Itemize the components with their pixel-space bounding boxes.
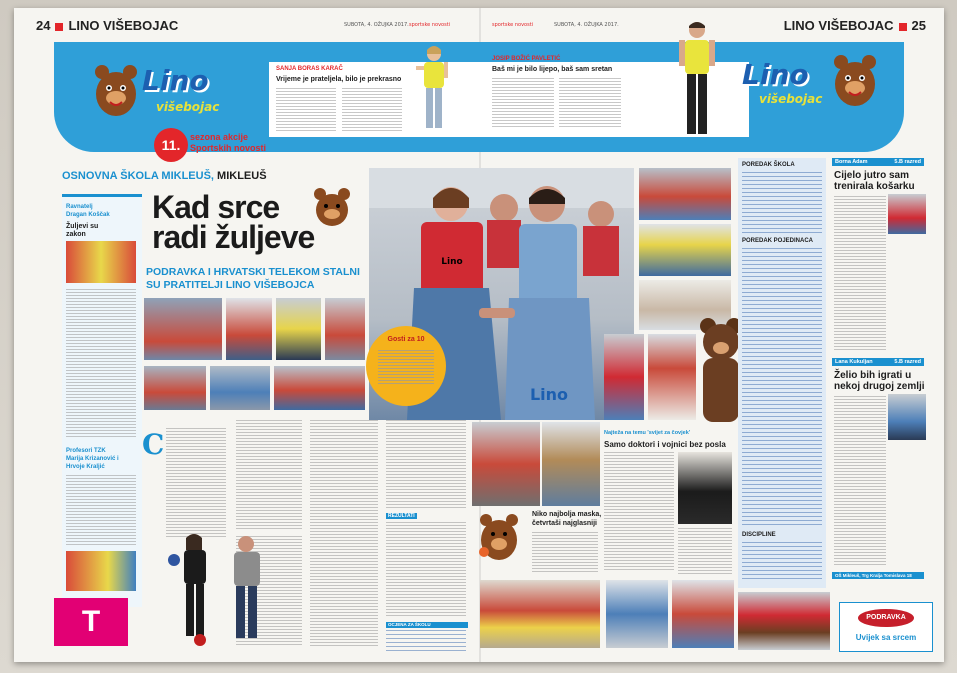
masthead-brand-right: sportske novosti [492,22,534,28]
column2-author: JOSIP BOŽIĆ PAVLETIĆ [492,56,561,62]
rankings-individuals-title: POREDAK POJEDINACA [742,238,814,244]
photo-class-group [480,580,600,648]
sidebar-photo-teachers [66,551,136,591]
podravka-logo: PODRAVKA [858,609,914,627]
interview2-tag: Lana Kukuljan 5.B razred [832,358,924,366]
photo-coach [276,298,321,360]
boy-figure-photo [676,18,718,150]
rankings-column [738,158,826,588]
disciplines-table [742,542,822,582]
photo-kids-blue [606,580,668,648]
article-body-col1 [166,428,226,538]
article-body-col4 [386,420,466,508]
lino-mascot-icon [310,184,354,228]
grade-table [386,630,466,652]
rankings-individuals-table [742,248,822,528]
interview2-headline: Želio bih igrati u nekoj drugoj zemlji [834,370,925,392]
lino-bear-icon [90,58,142,118]
teachers-photo [164,530,284,648]
visebojac-logo-left: višebojac [156,100,220,114]
season-badge: 11. [154,128,188,162]
photo-kids-red [672,580,734,648]
interview2-photo [888,394,926,440]
lino-logo-right: Lino [742,58,809,91]
telekom-logo: T [54,598,128,646]
interview1-photo [888,194,926,234]
drop-cap: C [142,428,165,461]
sidebar-text [66,475,136,545]
samo-headline: Samo doktori i vojnici bez posla [604,440,726,449]
interview1-headline: Cijelo jutro sam trenirala košarku [834,170,915,192]
column2-text [492,78,554,128]
sidebar-photo-principal [66,241,136,283]
photo-lino-banner [226,298,272,360]
red-square-icon [899,23,907,31]
photo-girl-mask [648,334,696,420]
school-label: OSNOVNA ŠKOLA MIKLEUŠ, MIKLEUŠ [62,170,267,182]
shirt-logo-text: Lino [441,257,463,267]
photo-team-group [144,298,222,360]
photo-group-mascot [738,592,830,650]
lino-bear-icon [829,48,881,108]
article-body-col3 [310,420,378,648]
photo-gym [274,366,365,410]
guests-badge-text [378,350,434,386]
disciplines-title: DISCIPLINE [742,532,776,538]
interview2-text [834,396,886,566]
photo-kids-costumes [472,422,540,506]
samo-text-col1 [604,452,674,572]
guests-badge [366,326,446,406]
column1-text [276,88,336,132]
newspaper-spread [14,8,944,662]
column1-title: Vrijeme je prateljela, bilo je prekrasno [276,76,402,83]
samo-text-col2 [678,528,732,576]
photo-girl-glasses [678,452,732,524]
niko-headline: Niko najbolja maska, četvrtaši najglasniji [532,511,602,527]
najteza-kicker: Najteža na temu 'svijet za čovjek' [604,430,691,436]
niko-text [532,532,598,572]
podravka-ad [839,602,933,652]
photo-relay [144,366,206,410]
school-address-bar: OŠ Mikleuš, Trg Kralja Tomislava 18 [832,572,924,579]
left-sidebar [62,194,142,607]
girl-figure-photo [414,44,454,148]
season-badge-text: sezona akcije Sportskih novosti [190,132,267,153]
column2-title: Baš mi je bilo lijepo, baš sam sretan [492,66,613,73]
photo-kids-running [325,298,365,360]
page-number-right: LINO VIŠEBOJAC 25 [783,18,926,33]
article-deck: PODRAVKA I HRVATSKI TELEKOM STALNI SU PRATITELJI LINO VIŠEBOJCA [146,266,360,291]
photo-hall [210,366,270,410]
sack-lino-text: Lino [529,385,569,404]
interview1-tag: Borna Adam 5.B razred [832,158,924,166]
rankings-schools-title: POREDAK ŠKOLA [742,162,795,168]
results-label: REZULTATI [388,513,415,519]
interview1-text [834,196,886,352]
sidebar-second-title: Profesori TZK Marija Krizanović i Hrvoje Kraljić [66,448,119,470]
photo-boy-costume [604,334,644,420]
masthead-date-right: SUBOTA, 4. OŽUJKA 2017. [554,22,619,28]
lino-mascot-icon [476,508,522,564]
photo-group-right [639,168,731,220]
red-square-icon [55,23,63,31]
visebojac-logo-right: višebojac [759,92,823,106]
masthead-date-left: SUBOTA, 4. OŽUJKA 2017. [344,22,409,28]
sidebar-subtitle: Žuljevi su zakon [66,223,99,238]
column1-author: SANJA BORAS KARAČ [276,66,343,72]
article-body-col2 [236,420,302,530]
masthead-brand-left: sportske novosti [409,22,451,28]
lino-logo-left: Lino [142,64,209,97]
column1-text [342,88,402,132]
guests-badge-title: Gosti za 10 [387,336,425,343]
sidebar-title: Ravnatelj Dragan Koščak [66,204,110,218]
article-headline: Kad srce radi žuljeve [152,189,315,255]
rankings-schools-table [742,172,822,234]
photo-relay-right [639,224,731,276]
sidebar-text [66,289,136,439]
column2-text [559,78,621,128]
interviews-column [832,158,932,598]
photo-costume-girls [542,422,600,506]
school-grade-bar: OCJENA ZA ŠKOLU [386,622,468,628]
results-text [386,522,466,618]
page-number-left: 24 LINO VIŠEBOJAC [36,18,179,33]
podravka-slogan: Uvijek sa srcem [855,633,917,642]
